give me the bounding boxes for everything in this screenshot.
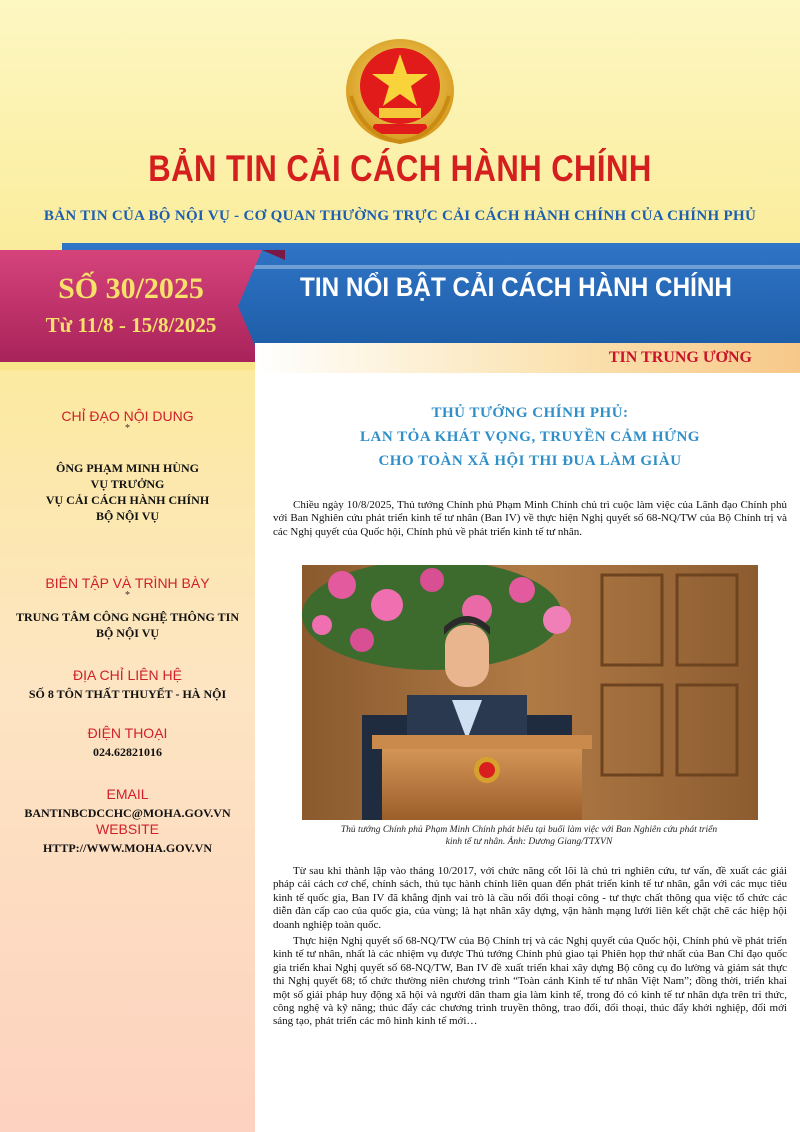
sidebar-phone (0, 725, 255, 760)
caption-line-1: Thủ tướng Chính phủ Phạm Minh Chính phát biểu tại buổi làm việc với Ban Nghiên cứu phát triển (340, 825, 718, 835)
body-paragraph-1: Từ sau khi thành lập vào tháng 10/2017, với chức năng cốt lõi là chủ trì nghiên cứu, tư vấn, đề xuất các giải pháp cải cách cơ chế, chính sách, thủ tục hành chính liên quan đến phát triển kinh tế tư nhân, gắn với các mục tiêu kinh tế quốc gia, Ban IV đã khẳng định vai trò là cầu nối đối thoại công - tư thực chất thông qua việc tổ chức các diễn đàn cấp cao của quốc gia, của vùng; là hạt nhân xây dựng, vận hành mạng lưới liên kết chặt chẽ các hiệp hội doanh nghiệp toàn quốc. (273, 865, 787, 931)
director-unit: VỤ CẢI CÁCH HÀNH CHÍNH (45, 493, 210, 507)
article-title-line-2: LAN TỎA KHÁT VỌNG, TRUYỀN CẢM HỨNG (360, 429, 700, 445)
national-emblem-icon (343, 36, 457, 146)
article-title-line-1: THỦ TƯỚNG CHÍNH PHỦ: (431, 405, 629, 421)
phone-number: 024.62821016 (93, 745, 162, 759)
issue-date-range: Từ 11/8 - 15/8/2025 (45, 313, 217, 337)
issue-ribbon (0, 250, 285, 362)
newsletter-title: BẢN TIN CẢI CÁCH HÀNH CHÍNH (148, 148, 652, 189)
sidebar-email-website (0, 786, 255, 856)
director-title: VỤ TRƯỞNG (90, 477, 165, 491)
article-lead (273, 499, 787, 539)
editing-heading: BIÊN TẬP VÀ TRÌNH BÀY (45, 575, 210, 591)
content-direction-heading: CHỈ ĐẠO NỘI DUNG (61, 408, 194, 424)
sidebar-editing (0, 575, 255, 641)
email-address: BANTINBCDCCHC@MOHA.GOV.VN (24, 806, 231, 820)
email-heading: EMAIL (106, 786, 149, 802)
sidebar-director (0, 460, 255, 524)
sidebar-address (0, 667, 255, 702)
sidebar-content-direction (0, 408, 255, 434)
caption-line-2: kinh tế tư nhân. Ảnh: Dương Giang/TTXVN (445, 837, 613, 847)
banner-title: TIN NỔI BẬT CẢI CÁCH HÀNH CHÍNH (300, 272, 732, 302)
star-divider: * (125, 423, 130, 434)
editing-unit: TRUNG TÂM CÔNG NGHỆ THÔNG TIN (15, 610, 240, 624)
phone-heading: ĐIỆN THOẠI (87, 725, 168, 741)
director-name: ÔNG PHẠM MINH HÙNG (56, 461, 199, 475)
body-paragraph-2: Thực hiện Nghị quyết số 68-NQ/TW của Bộ Chính trị và các Nghị quyết của Quốc hội, Chính phủ về phát triển kinh tế tư nhân, nhất là các nhiệm vụ được Thủ tướng Chính phủ giao tại Phiên họp thứ nhất của Ban Chỉ đạo quốc gia triển khai Nghị quyết số 68-NQ/TW, Ban IV đề xuất triển khai xây dựng Bộ công cụ đo lường và giám sát thực thi Nghị quyết 68; tổ chức thường niên chương trình “Toàn cảnh Kinh tế tư nhân Việt Nam”; đồng thời, triển khai một số giải pháp huy động xã hội và người dân tham gia làm kinh tế, trong đó có kinh tế tư nhân dựa trên tri thức, công nghệ và kỹ năng; thúc đẩy các chương trình truyền thông, trao đổi, đối thoại, thúc đẩy khởi nghiệp, đổi mới sáng tạo, phát triển các mô hình kinh tế mới… (273, 935, 787, 1028)
address-text: SỐ 8 TÔN THẤT THUYẾT - HÀ NỘI (28, 687, 227, 701)
article-photo (302, 565, 758, 820)
section-title: TIN TRUNG ƯƠNG (608, 349, 752, 366)
website-heading: WEBSITE (95, 821, 159, 837)
star-divider: * (125, 590, 130, 601)
editing-ministry: BỘ NỘI VỤ (95, 626, 160, 640)
website-url: HTTP://WWW.MOHA.GOV.VN (42, 841, 212, 855)
article-title-line-3: CHO TOÀN XÃ HỘI THI ĐUA LÀM GIÀU (378, 453, 682, 469)
newsletter-subtitle: BẢN TIN CỦA BỘ NỘI VỤ - CƠ QUAN THƯỜNG TRỰC CẢI CÁCH HÀNH CHÍNH CỦA CHÍNH PHỦ (43, 208, 757, 224)
director-ministry: BỘ NỘI VỤ (95, 509, 160, 523)
issue-number: SỐ 30/2025 (58, 272, 204, 305)
photo-caption (275, 824, 783, 848)
address-heading: ĐỊA CHỈ LIÊN HỆ (73, 667, 182, 683)
lead-paragraph: Chiều ngày 10/8/2025, Thủ tướng Chính phủ Phạm Minh Chính chủ trì cuộc làm việc của Lãnh đạo Chính phủ với Ban Nghiên cứu phát triển kinh tế tư nhân (Ban IV) về thực hiện Nghị quyết số 68-NQ/TW của Bộ Chính trị và các Nghị quyết của Quốc hội, Chính phủ về phát triển kinh tế tư nhân. (273, 499, 787, 538)
article-body (273, 865, 787, 1029)
